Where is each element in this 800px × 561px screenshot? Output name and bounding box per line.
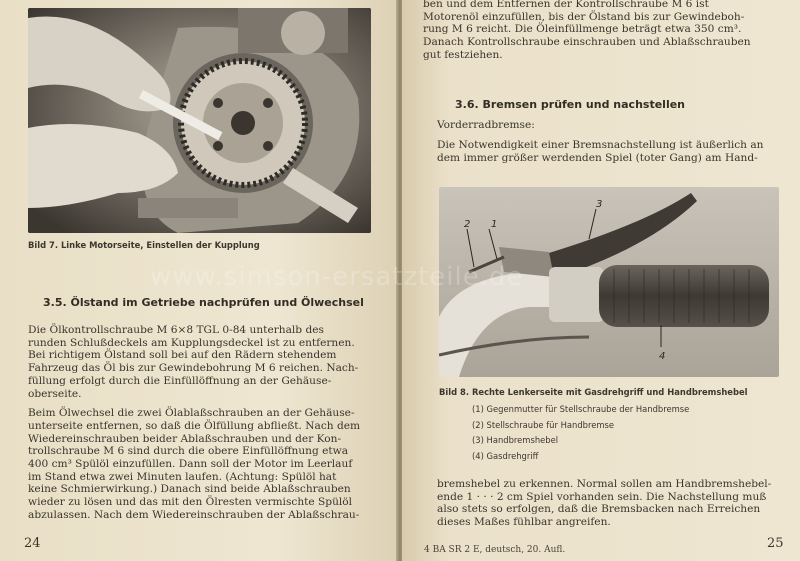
- legend-item: (1) Gegenmutter für Stellschraube der Handbremse: [472, 404, 690, 414]
- text-line: oberseite.: [28, 387, 82, 400]
- text-line: unterseite entfernen, so daß die Ölfüllung abfließt. Nach dem: [28, 419, 361, 432]
- figure-8-legend: [472, 402, 689, 464]
- text-line: Beim Ölwechsel die zwei Ölablaßschrauben an der Gehäuse-: [28, 407, 355, 420]
- text-line: also stets so erfolgen, daß die Bremsbacken nach Erreichen: [437, 503, 761, 516]
- text-line: ben und dem Entfernen der Kontrollschraube M 6 ist: [423, 0, 709, 10]
- text-line: keine Schmierwirkung.) Danach sind beide Ablaßschrauben: [28, 483, 351, 496]
- text-line: Die Notwendigkeit einer Bremsnachstellung ist äußerlich an: [437, 139, 764, 151]
- print-footer: 4 BA SR 2 E, deutsch, 20. Aufl.: [424, 545, 566, 555]
- section-3-6-heading: 3.6. Bremsen prüfen und nachstellen: [455, 98, 686, 111]
- text-line: wieder zu lösen und das mit den Ölresten vermischte Spülöl: [28, 496, 353, 509]
- legend-item: (4) Gasdrehgriff: [472, 450, 539, 461]
- text-line: Motorenöl einzufüllen, bis der Ölstand bis zur Gewindeboh-: [423, 10, 745, 23]
- figure-label-3: 3: [596, 199, 603, 210]
- page-number-right: 25: [767, 536, 784, 551]
- text-line: rung M 6 reicht. Die Öleinfüllmenge beträgt etwa 350 cm³.: [423, 23, 742, 36]
- text-line: runden Schlußdeckels am Kupplungsdeckel ist zu entfernen.: [28, 336, 355, 349]
- text-line: Wiedereinschrauben beider Ablaßschrauben und der Kon-: [28, 432, 342, 445]
- text-line: füllung erfolgt durch die Einfüllöffnung an der Gehäuse-: [28, 374, 332, 387]
- text-line: trollschraube M 6 sind durch die obere Einfüllöffnung etwa: [28, 445, 349, 458]
- watermark: www.simson-ersatzteile.de: [150, 262, 524, 292]
- text-line: Bei richtigem Ölstand soll bei auf den Rädern stehendem: [28, 349, 337, 362]
- text-line: im Stand etwa zwei Minuten laufen. (Achtung: Spülöl hat: [28, 470, 337, 483]
- text-line: ende 1 · · · 2 cm Spiel vorhanden sein. Die Nachstellung muß: [437, 490, 767, 503]
- continued-text: [423, 0, 778, 62]
- figure-label-4: 4: [659, 351, 666, 362]
- text-line: gut festziehen.: [423, 48, 503, 61]
- figure-label-1: 1: [491, 219, 498, 230]
- text-line: Vorderradbremse:: [437, 119, 535, 131]
- figure-label-2: 2: [464, 219, 471, 230]
- text-line: dieses Maßes fühlbar angreifen.: [437, 516, 611, 529]
- figure-7-caption: Bild 7. Linke Motorseite, Einstellen der Kupplung: [28, 240, 260, 250]
- page-number-left: 24: [24, 536, 41, 551]
- text-line: abzulassen. Nach dem Wiedereinschrauben der Ablaßschrau-: [28, 508, 360, 521]
- text-line: 400 cm³ Spülöl einzufüllen. Dann soll der Motor im Leerlauf: [28, 458, 353, 471]
- section-3-5-heading: 3.5. Ölstand im Getriebe nachprüfen und Ölwechsel: [43, 296, 364, 309]
- photo-engine-clutch: [28, 8, 371, 233]
- engine-clutch-image: [28, 8, 371, 233]
- legend-item: (2) Stellschraube für Handbremse: [472, 419, 615, 430]
- section-3-5-body: [28, 324, 370, 522]
- legend-item: (3) Handbremshebel: [472, 435, 559, 445]
- text-line: Die Ölkontrollschraube M 6×8 TGL 0-84 unterhalb des: [28, 324, 324, 336]
- text-line: Danach Kontrollschraube einschrauben und Ablaßschrauben: [423, 36, 751, 49]
- text-line: bremshebel zu erkennen. Normal sollen am Handbremshebel-: [437, 478, 772, 490]
- brake-intro-text: [437, 139, 779, 164]
- brake-adjustment-text: [437, 478, 779, 529]
- subheading-front-brake: [437, 119, 535, 132]
- text-line: Fahrzeug das Öl bis zur Gewindebohrung M 6 reichen. Nach-: [28, 362, 359, 375]
- figure-8-caption: Bild 8. Rechte Lenkerseite mit Gasdrehgriff und Handbremshebel: [439, 387, 748, 397]
- text-line: dem immer größer werdenden Spiel (toter Gang) am Hand-: [437, 151, 758, 164]
